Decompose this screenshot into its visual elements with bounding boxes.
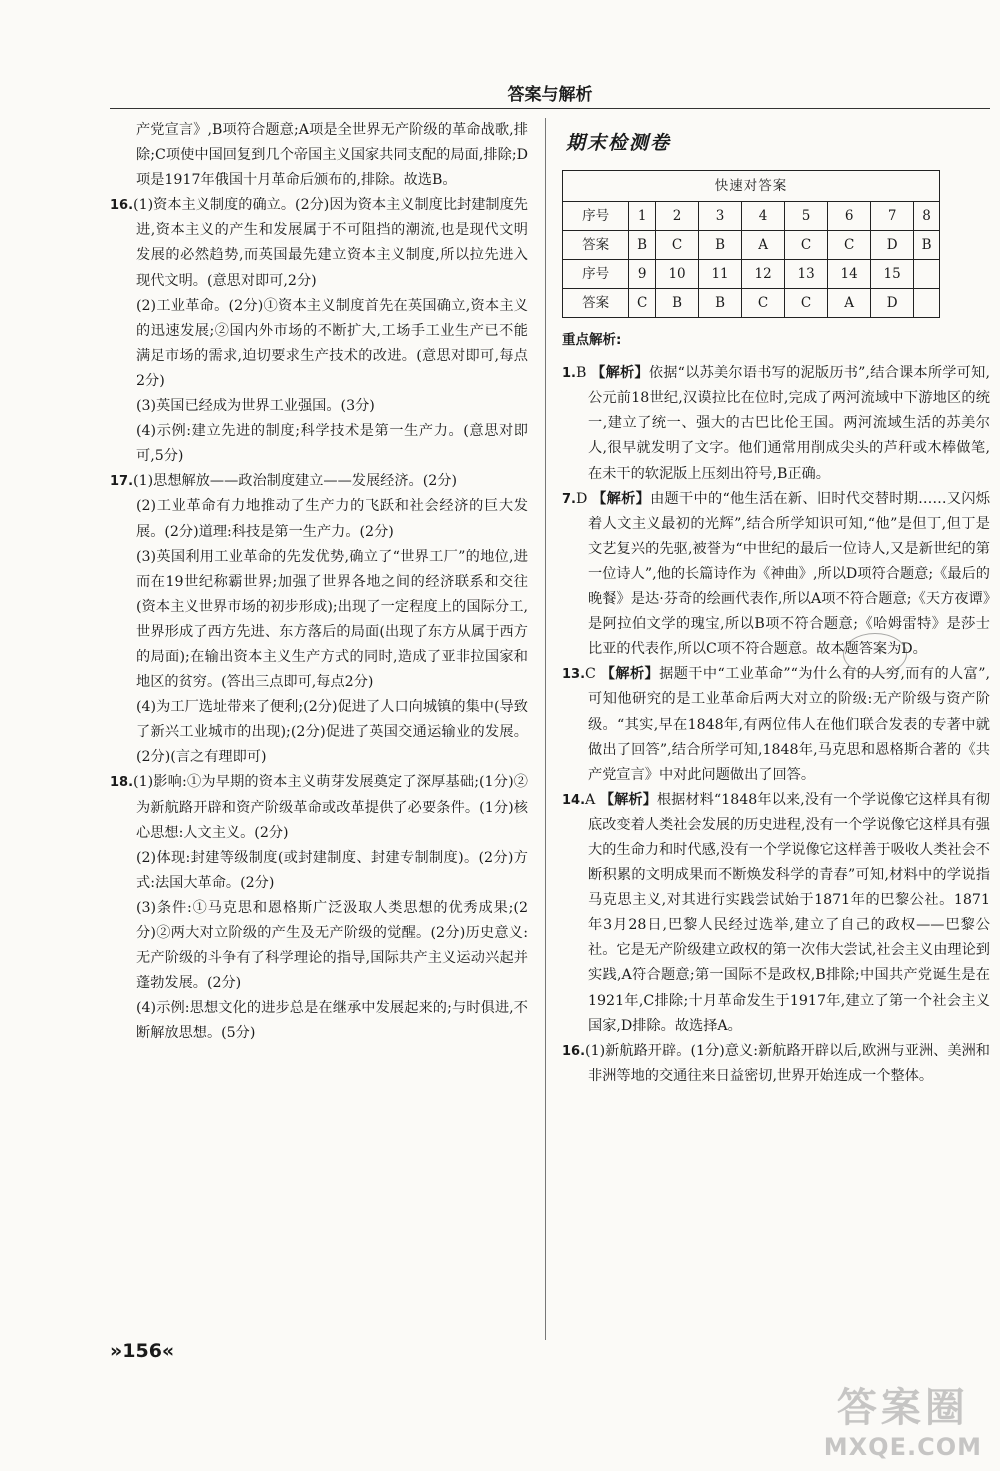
answer-table-cell: A bbox=[828, 289, 871, 318]
answer-table-row bbox=[563, 231, 940, 260]
answer-table-cell: D bbox=[871, 231, 914, 260]
answer-text: (2)工业革命有力地推动了生产力的飞跃和社会经济的巨大发展。(2分)道理:科技是第一生产力。(2分) bbox=[136, 498, 528, 540]
analysis-tag: 【解析】 bbox=[600, 666, 660, 683]
question-number: 1. bbox=[562, 366, 576, 382]
answer-paragraph bbox=[110, 469, 528, 494]
answer-table-cell: 6 bbox=[828, 202, 871, 231]
answer-table-cell: 5 bbox=[785, 202, 828, 231]
answer-table-title: 快速对答案 bbox=[563, 171, 940, 202]
answer-letter: A bbox=[585, 791, 596, 808]
answer-table-row bbox=[563, 260, 940, 289]
answer-paragraph bbox=[110, 419, 528, 469]
answer-table-cell: 答案 bbox=[563, 289, 629, 318]
column-divider bbox=[545, 118, 546, 1340]
answer-table-cell: 4 bbox=[742, 202, 785, 231]
answer-table-cell: 14 bbox=[828, 260, 871, 289]
answer-table-cell: 10 bbox=[656, 260, 699, 289]
answer-text: (4)示例:建立先进的制度;科学技术是第一生产力。(意思对即可,5分) bbox=[136, 423, 528, 465]
site-watermark bbox=[824, 1376, 982, 1461]
analysis-list bbox=[562, 361, 990, 1089]
answer-table-cell: B bbox=[656, 289, 699, 318]
question-number: 7. bbox=[562, 491, 576, 507]
left-column bbox=[110, 118, 528, 1046]
analysis-text: 根据材料“1848年以来,没有一个学说像它这样具有彻底改变着人类社会发展的历史进程,没有一个学说像它这样具有强大的生命力和时代感,没有一个学说像它这样善于吸收人类社会不断积累的文明成果而不断焕发科学的青春”可知,材料中的学说指马克思主义,对其进行实践尝试始于1871年的巴黎公社。1871年3月28日,巴黎人民经过选举,建立了自己的政权——巴黎公社。它是无产阶级建立政权的第一次伟大尝试,社会主义由理论到实践,A符合题意;第一国际不是政权,B排除;中国共产党诞生是在1921年,C排除;十月革命发生于1917年,建立了第一个社会主义国家,D排除。故选择A。 bbox=[588, 791, 990, 1034]
answer-table-cell: B bbox=[629, 231, 656, 260]
question-number: 18. bbox=[110, 775, 134, 791]
watermark-logo-text: 答案圈 bbox=[836, 1385, 969, 1431]
key-analysis-title: 重点解析: bbox=[562, 332, 622, 349]
answer-paragraph bbox=[110, 896, 528, 996]
analysis-text: 据题干中“工业革命”“为什么有的人穷,而有的人富”,可知他研究的是工业革命后两大对立的阶级:无产阶级与资产阶级。“其实,早在1848年,有两位伟人在他们联合发表的专著中就做出了回答”,结合所学可知,1848年,马克思和恩格斯合著的《共产党宣言》中对此问题做出了回答。 bbox=[588, 666, 990, 783]
answer-table-cell: 7 bbox=[871, 202, 914, 231]
answer-text: (2)工业革命。(2分)①资本主义制度首先在英国确立,资本主义的迅速发展;②国内外市场的不断扩大,工场手工业生产已不能满足市场的需求,迫切要求生产技术的改进。(意思对即可,每点2分) bbox=[136, 297, 528, 389]
question-number: 13. bbox=[562, 667, 586, 683]
analysis-item bbox=[562, 361, 990, 486]
answer-table-cell: 11 bbox=[699, 260, 742, 289]
question-number: 14. bbox=[562, 792, 586, 808]
answer-table-cell: B bbox=[699, 289, 742, 318]
answer-table-cell: 序号 bbox=[563, 260, 629, 289]
page-number: »156« bbox=[110, 1340, 175, 1362]
answer-table-cell: C bbox=[785, 289, 828, 318]
answer-table-row bbox=[563, 289, 940, 318]
answer-paragraph bbox=[110, 494, 528, 544]
answer-text: (4)为工厂选址带来了便利;(2分)促进了人口向城镇的集中(导致了新兴工业城市的出现);(2分)促进了英国交通运输业的发展。(2分)(言之有理即可) bbox=[136, 699, 528, 766]
page-header bbox=[110, 82, 990, 109]
answer-paragraph bbox=[110, 294, 528, 394]
answer-table-cell: C bbox=[656, 231, 699, 260]
answer-paragraph bbox=[110, 394, 528, 419]
answer-table-cell: 9 bbox=[629, 260, 656, 289]
analysis-text: (1)新航路开辟。(1分)意义:新航路开辟以后,欧洲与亚洲、美洲和非洲等地的交通往来日益密切,世界开始连成一个整体。 bbox=[585, 1042, 990, 1084]
answer-table-cell: D bbox=[871, 289, 914, 318]
answer-letter: C bbox=[585, 666, 596, 683]
answer-table-cell: C bbox=[828, 231, 871, 260]
section-title: 期末检测卷 bbox=[566, 132, 672, 154]
answer-text: (4)示例:思想文化的进步总是在继承中发展起来的;与时俱进,不断解放思想。(5分) bbox=[136, 1000, 528, 1042]
answer-table-cell: 1 bbox=[629, 202, 656, 231]
answer-text: (2)体现:封建等级制度(或封建制度、封建专制制度)。(2分)方式:法国大革命。(2分) bbox=[136, 849, 528, 891]
answer-table-cell: C bbox=[629, 289, 656, 318]
analysis-tag: 【解析】 bbox=[599, 791, 657, 808]
question-number: 16. bbox=[562, 1043, 586, 1059]
answer-table bbox=[562, 170, 940, 318]
answer-table-cell bbox=[914, 260, 940, 289]
answer-table-cell: 2 bbox=[656, 202, 699, 231]
analysis-text: 依据“以苏美尔语书写的泥版历书”,结合课本所学可知,公元前18世纪,汉谟拉比在位时,完成了两河流域中下游地区的统一,建立了统一、强大的古巴比伦王国。两河流域生活的苏美尔人,很早就发明了文字。他们通常用削成尖头的芦秆或木棒做笔,在未干的软泥版上压刻出符号,B正确。 bbox=[588, 365, 990, 482]
answer-table-cell: C bbox=[742, 289, 785, 318]
answer-text: (1)思想解放——政治制度建立——发展经济。(2分) bbox=[133, 473, 457, 490]
answer-letter: B bbox=[575, 365, 587, 382]
answer-table-cell: 12 bbox=[742, 260, 785, 289]
answer-text: (1)影响:①为早期的资本主义萌芽发展奠定了深厚基础;(1分)②为新航路开辟和资产阶级革命或改革提供了必要条件。(1分)核心思想:人文主义。(2分) bbox=[133, 774, 528, 841]
analysis-item bbox=[562, 662, 990, 787]
answer-table-cell: 3 bbox=[699, 202, 742, 231]
stamp-mark bbox=[843, 633, 907, 675]
answer-text: (1)资本主义制度的确立。(2分)因为资本主义制度比封建制度先进,资本主义的产生和发展属于不可阻挡的潮流,也是现代文明发展的必然趋势,而英国最先建立资本主义制度,所以拉先进入现代文明。(意思对即可,2分) bbox=[133, 197, 528, 289]
answer-paragraph bbox=[110, 118, 528, 193]
answer-table-cell: A bbox=[742, 231, 785, 260]
answer-table-cell: 8 bbox=[914, 202, 940, 231]
answer-table-row bbox=[563, 202, 940, 231]
analysis-item bbox=[562, 788, 990, 1039]
answer-table-cell: B bbox=[699, 231, 742, 260]
answer-table-cell bbox=[914, 289, 940, 318]
answer-table-cell: B bbox=[914, 231, 940, 260]
answer-table-cell: C bbox=[785, 231, 828, 260]
question-number: 16. bbox=[110, 198, 134, 214]
watermark-url: MXQE.COM bbox=[823, 1433, 982, 1461]
answer-text: (3)英国利用工业革命的先发优势,确立了“世界工厂”的地位,进而在19世纪称霸世界;加强了世界各地之间的经济联系和交往(资本主义世界市场的初步形成);出现了一定程度上的国际分工,世界形成了西方先进、东方落后的局面(出现了东方从属于西方的局面);在输出资本主义生产方式的同时,造成了亚非拉国家和地区的贫穷。(答出三点即可,每点2分) bbox=[136, 548, 528, 691]
answer-table-cell: 15 bbox=[871, 260, 914, 289]
answer-paragraph bbox=[110, 770, 528, 845]
answer-paragraph bbox=[110, 846, 528, 896]
answer-table-cell: 答案 bbox=[563, 231, 629, 260]
analysis-text: 由题干中的“他生活在新、旧时代交替时期……又闪烁着人文主义最初的光辉”,结合所学知识可知,“他”是但丁,但丁是文艺复兴的先驱,被誉为“中世纪的最后一位诗人,又是新世纪的第一位诗人”,他的长篇诗作为《神曲》,所以D项符合题意;《最后的晚餐》是达·芬奇的绘画代表作,所以A项不符合题意;《天方夜谭》是阿拉伯文学的瑰宝,所以B项不符合题意;《哈姆雷特》是莎士比亚的代表作,所以C项不符合题意。故本题答案为D。 bbox=[588, 490, 990, 658]
analysis-item bbox=[562, 1039, 990, 1089]
header-title: 答案与解析 bbox=[507, 85, 593, 105]
answer-text: 产党宣言》,B项符合题意;A项是全世界无产阶级的革命战歌,排除;C项使中国回复到几个帝国主义国家共同支配的局面,排除;D项是1917年俄国十月革命后颁布的,排除。故选B。 bbox=[136, 122, 528, 189]
answer-paragraph bbox=[110, 695, 528, 770]
answer-paragraph bbox=[110, 545, 528, 696]
answer-table-cell: 13 bbox=[785, 260, 828, 289]
answer-letter: D bbox=[575, 490, 588, 507]
answer-text: (3)英国已经成为世界工业强国。(3分) bbox=[136, 398, 375, 415]
analysis-tag: 【解析】 bbox=[591, 365, 649, 382]
analysis-tag: 【解析】 bbox=[592, 490, 651, 507]
answer-table-cell: 序号 bbox=[563, 202, 629, 231]
answer-paragraph bbox=[110, 996, 528, 1046]
analysis-item bbox=[562, 487, 990, 663]
question-number: 17. bbox=[110, 474, 134, 490]
right-column bbox=[562, 125, 990, 1089]
answer-text: (3)条件:①马克思和恩格斯广泛汲取人类思想的优秀成果;(2分)②两大对立阶级的产生及无产阶级的觉醒。(2分)历史意义:无产阶级的斗争有了科学理论的指导,国际共产主义运动兴起并蓬勃发展。(2分) bbox=[136, 899, 528, 992]
answer-paragraph bbox=[110, 193, 528, 293]
